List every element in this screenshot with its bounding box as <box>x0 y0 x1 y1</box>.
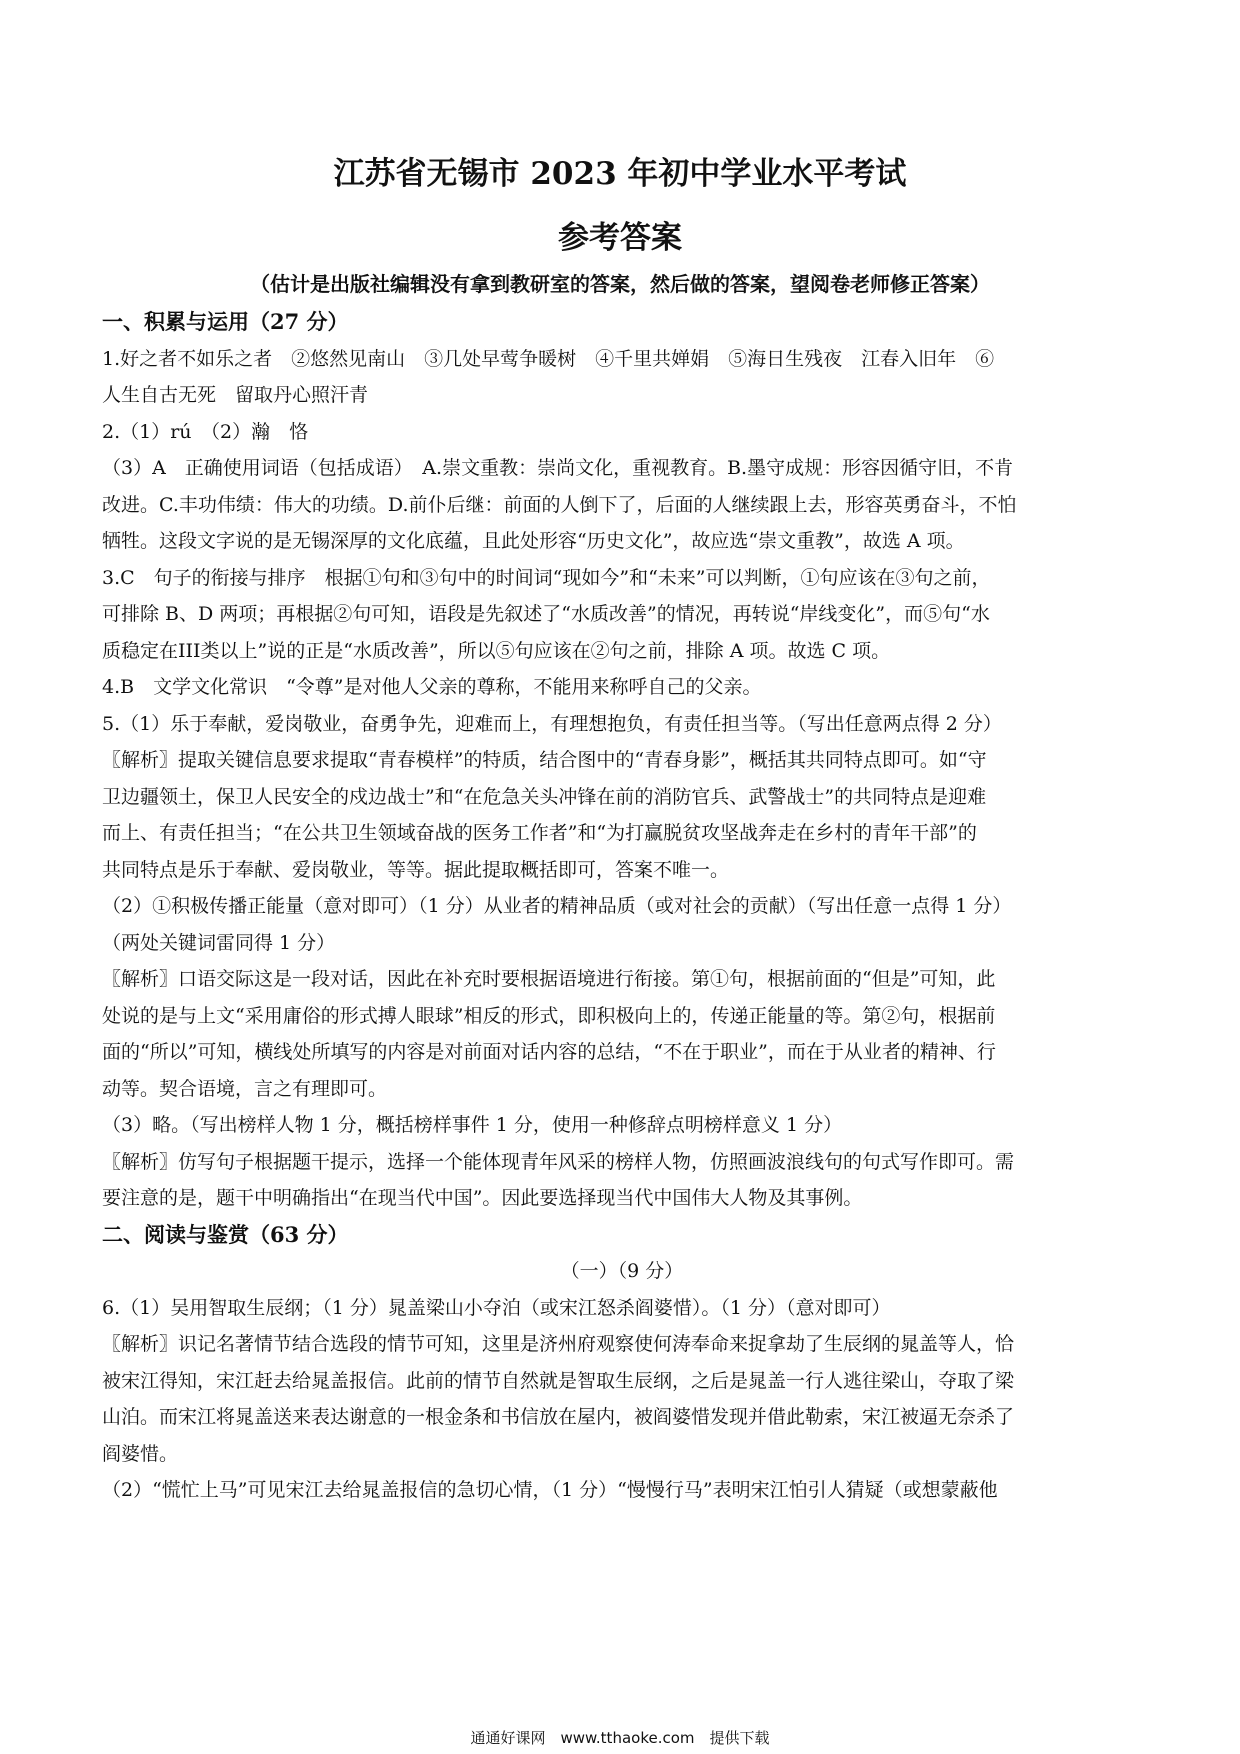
text-line: 动等。契合语境，言之有理即可。 <box>102 1077 388 1100</box>
text-line: 人生自古无死 留取丹心照汗青 <box>102 384 369 406</box>
text-line: 而上、有责任担当；“在公共卫生领域奋战的医务工作者”和“为打赢脱贫攻坚战奔走在乡村的青年干部”的 <box>102 822 977 844</box>
text-line: （3）略。（写出榜样人物 1 分，概括榜样事件 1 分，使用一种修辞点明榜样意义 1 分） <box>102 1114 843 1136</box>
text-line: 要注意的是，题干中明确指出“在现当代中国”。因此要选择现当代中国伟大人物及其事例。 <box>102 1187 863 1209</box>
text-line: （2）①积极传播正能量（意对即可）（1 分）从业者的精神品质（或对社会的贡献）（写出任意一点得 1 分） <box>102 895 1012 917</box>
document-note: （估计是出版社编辑没有拿到教研室的答案，然后做的答案，望阅卷老师修正答案） <box>250 272 990 296</box>
text-line: （两处关键词雷同得 1 分） <box>102 931 336 954</box>
section-heading: 一、积累与运用（27 分） <box>102 309 349 334</box>
text-line: 〖解析〗仿写句子根据题干提示，选择一个能体现青年风采的榜样人物，仿照画波浪线句的句式写作即可。需 <box>102 1150 1015 1173</box>
text-line: 被宋江得知，宋江赶去给晁盖报信。此前的情节自然就是智取生辰纲，之后是晁盖一行人逃往梁山，夺取了梁 <box>102 1369 1015 1392</box>
text-line: 〖解析〗识记名著情节结合选段的情节可知，这里是济州府观察使何涛奉命来捉拿劫了生辰纲的晁盖等人，恰 <box>102 1333 1015 1355</box>
text-line: 改进。C.丰功伟绩：伟大的功绩。D.前仆后继：前面的人倒下了，后面的人继续跟上去，形容英勇奋斗，不怕 <box>102 493 1017 516</box>
text-line: 〖解析〗提取关键信息要求提取“青春模样”的特质，结合图中的“青春身影”，概括其共同特点即可。如“守 <box>102 749 987 771</box>
answer-body <box>102 304 1142 1509</box>
text-line: 山泊。而宋江将晁盖送来表达谢意的一根金条和书信放在屋内，被阎婆惜发现并借此勒索，宋江被逼无奈杀了 <box>102 1406 1015 1428</box>
text-line: 质稳定在III类以上”说的正是“水质改善”，所以⑤句应该在②句之前，排除 A 项。故选 C 项。 <box>102 639 891 662</box>
text-line: 4.B 文学文化常识 “令尊”是对他人父亲的尊称，不能用来称呼自己的父亲。 <box>102 676 762 698</box>
section-heading: 二、阅读与鉴赏（63 分） <box>102 1221 349 1247</box>
text-line: 面的“所以”可知，横线处所填写的内容是对前面对话内容的总结，“不在于职业”，而在于从业者的精神、行 <box>102 1041 996 1063</box>
text-line: 阎婆惜。 <box>102 1442 179 1465</box>
text-line: 1.好之者不如乐之者 ②悠然见南山 ③几处早莺争暖树 ④千里共婵娟 ⑤海日生残夜 江春入旧年 ⑥ <box>102 347 995 370</box>
page-footer: 通通好课网 www.tthaoke.com 提供下载 <box>470 1729 770 1747</box>
text-line: （2）“慌忙上马”可见宋江去给晁盖报信的急切心情，（1 分）“慢慢行马”表明宋江怕引人猜疑（或想蒙蔽他 <box>102 1479 998 1501</box>
text-line: 6.（1）吴用智取生辰纲；（1 分）晁盖梁山小夺泊（或宋江怒杀阎婆惜）。（1 分）（意对即可） <box>102 1296 891 1319</box>
text-line: 处说的是与上文“采用庸俗的形式搏人眼球”相反的形式，即积极向上的，传递正能量的等。第②句，根据前 <box>102 1004 996 1027</box>
text-line: 5.（1）乐于奉献，爱岗敬业，奋勇争先，迎难而上，有理想抱负，有责任担当等。（写出任意两点得 2 分） <box>102 712 1002 735</box>
document-title: 江苏省无锡市 2023 年初中学业水平考试 <box>333 156 907 192</box>
text-line: 〖解析〗口语交际这是一段对话，因此在补充时要根据语境进行衔接。第①句，根据前面的“但是”可知，此 <box>102 968 996 990</box>
text-line: （3）A 正确使用词语（包括成语） A.崇文重教：崇尚文化，重视教育。B.墨守成规：形容因循守旧，不肯 <box>102 457 1014 479</box>
text-line: 卫边疆领土，保卫人民安全的戍边战士”和“在危急关头冲锋在前的消防官兵、武警战士”的共同特点是迎难 <box>102 785 987 808</box>
text-line: 牺牲。这段文字说的是无锡深厚的文化底蕴，且此处形容“历史文化”，故应选“崇文重教”，故选 A 项。 <box>102 530 965 552</box>
text-line: 可排除 B、D 两项；再根据②句可知，语段是先叙述了“水质改善”的情况，再转说“岸线变化”，而⑤句“水 <box>102 603 990 625</box>
text-line: 共同特点是乐于奉献、爱岗敬业，等等。据此提取概括即可，答案不唯一。 <box>102 858 730 881</box>
text-line: 2.（1）rú （2）瀚 恪 <box>102 420 309 443</box>
text-line: 3.C 句子的衔接与排序 根据①句和③句中的时间词“现如今”和“未来”可以判断，①句应该在③句之前， <box>102 566 991 589</box>
document-subtitle: 参考答案 <box>558 220 682 256</box>
subsection-heading: （一）（9 分） <box>560 1260 684 1282</box>
